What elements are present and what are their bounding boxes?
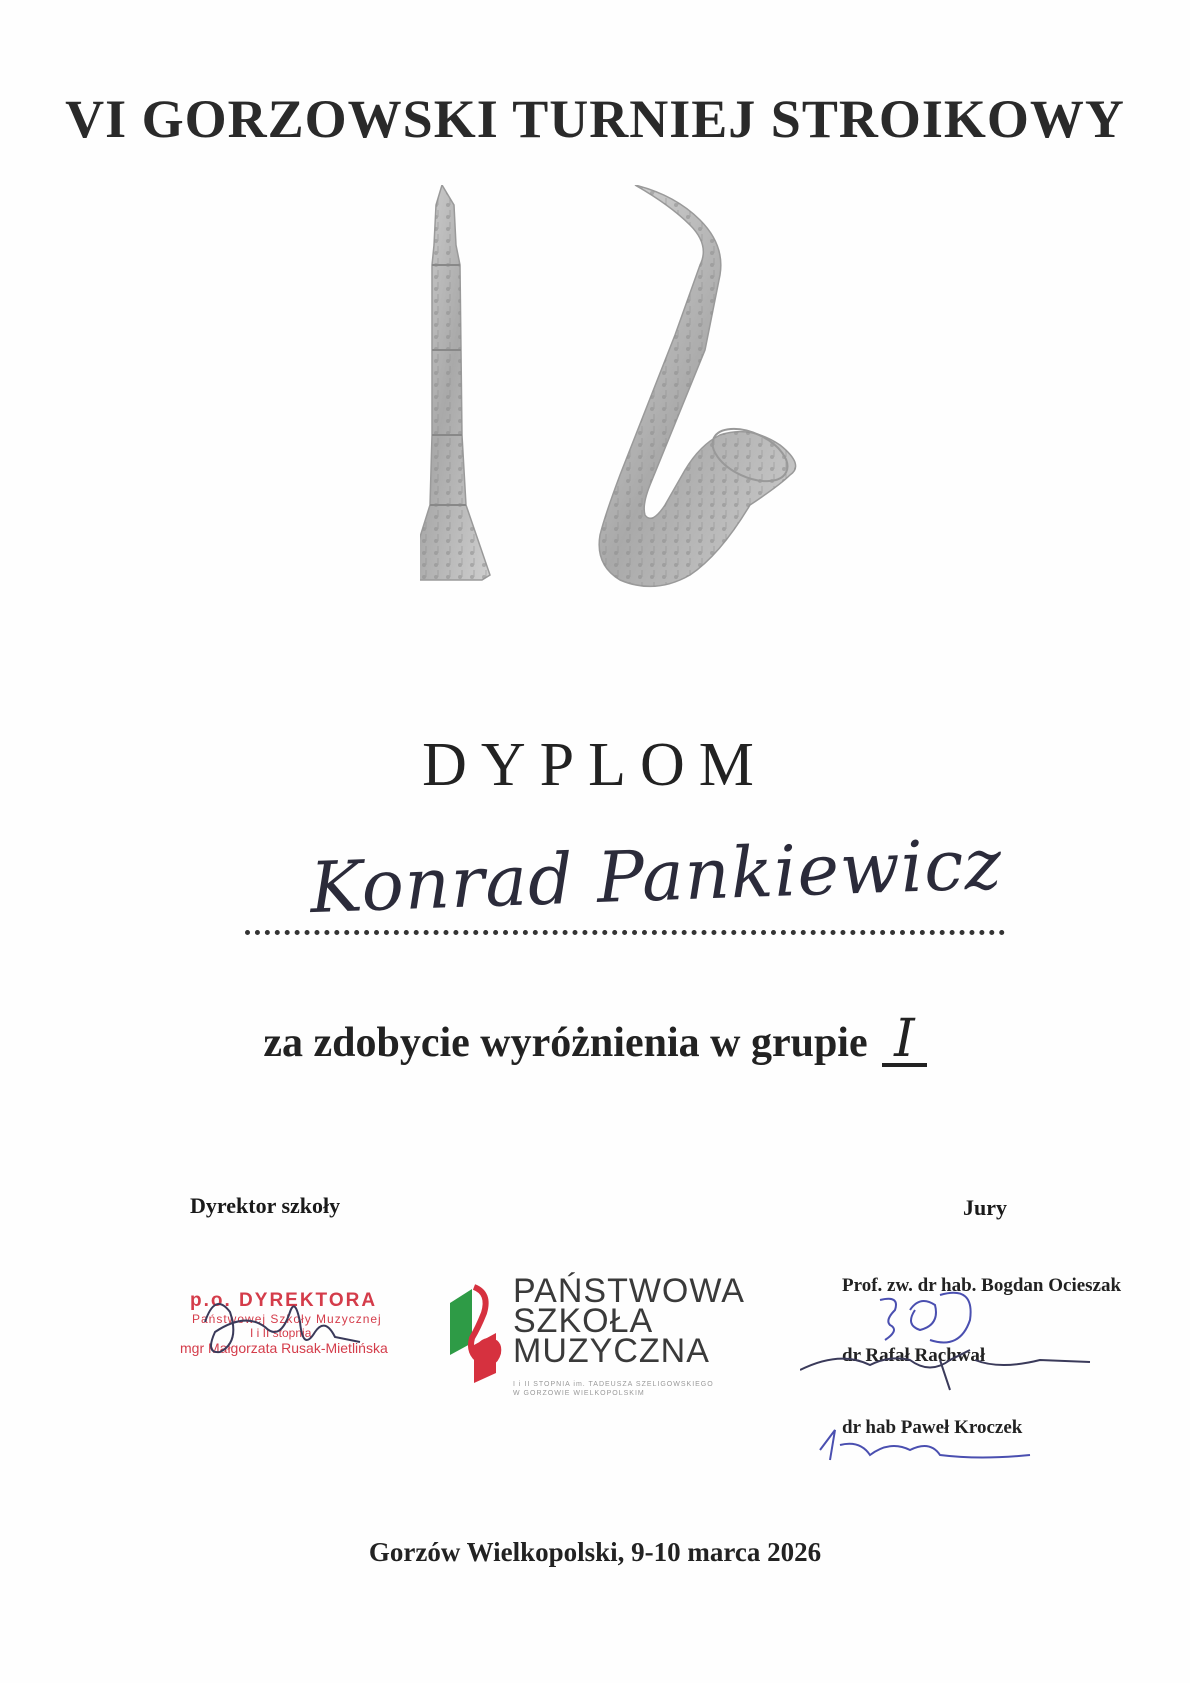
school-subtitle (513, 1380, 714, 1398)
school-name-line-2: SZKOŁA (513, 1302, 654, 1340)
jury-label: Jury (963, 1195, 1007, 1220)
school-name-line-3: MUZYCZNA (513, 1332, 710, 1370)
award-text: za zdobycie wyróżnienia w grupie (263, 1020, 868, 1066)
clarinet-saxophone-illustration (420, 185, 850, 645)
award-line (0, 1009, 1190, 1069)
clarinet-icon (420, 185, 490, 580)
school-subtitle-line-1: I i II STOPNIA im. TADEUSZA SZELIGOWSKIEGO (513, 1381, 714, 1388)
diploma-heading: DYPLOM (422, 731, 768, 799)
jury-member-1: Prof. zw. dr hab. Bogdan Ocieszak (842, 1275, 1122, 1296)
jury-member-3: dr hab Paweł Kroczek (842, 1417, 1023, 1438)
stamp-line-4: mgr Małgorzata Rusak-Mietlińska (180, 1340, 388, 1356)
jury-member-2: dr Rafał Rachwał (842, 1345, 986, 1366)
director-label: Dyrektor szkoły (190, 1193, 341, 1218)
tournament-title: VI GORZOWSKI TURNIEJ STROIKOWY (65, 89, 1125, 149)
stamp-line-3: I i II stopnia (250, 1326, 312, 1340)
jury-signatures (800, 1290, 1160, 1490)
group-number: I (882, 1015, 927, 1067)
school-name (513, 1272, 745, 1370)
director-signature (185, 1282, 405, 1372)
school-name-line-1: PAŃSTWOWA (513, 1272, 745, 1310)
school-subtitle-line-2: W GORZOWIE WIELKOPOLSKIM (513, 1390, 645, 1397)
recipient-dotted-line (245, 930, 1005, 935)
stamp-line-2: Państwowej Szkoły Muzycznej (192, 1312, 382, 1326)
recipient-name: Konrad Pankiewicz (308, 822, 1004, 930)
saxophone-icon (599, 185, 795, 586)
place-and-date: Gorzów Wielkopolski, 9-10 marca 2026 (368, 1537, 822, 1567)
stamp-line-1: p.o. DYREKTORA (190, 1290, 378, 1311)
